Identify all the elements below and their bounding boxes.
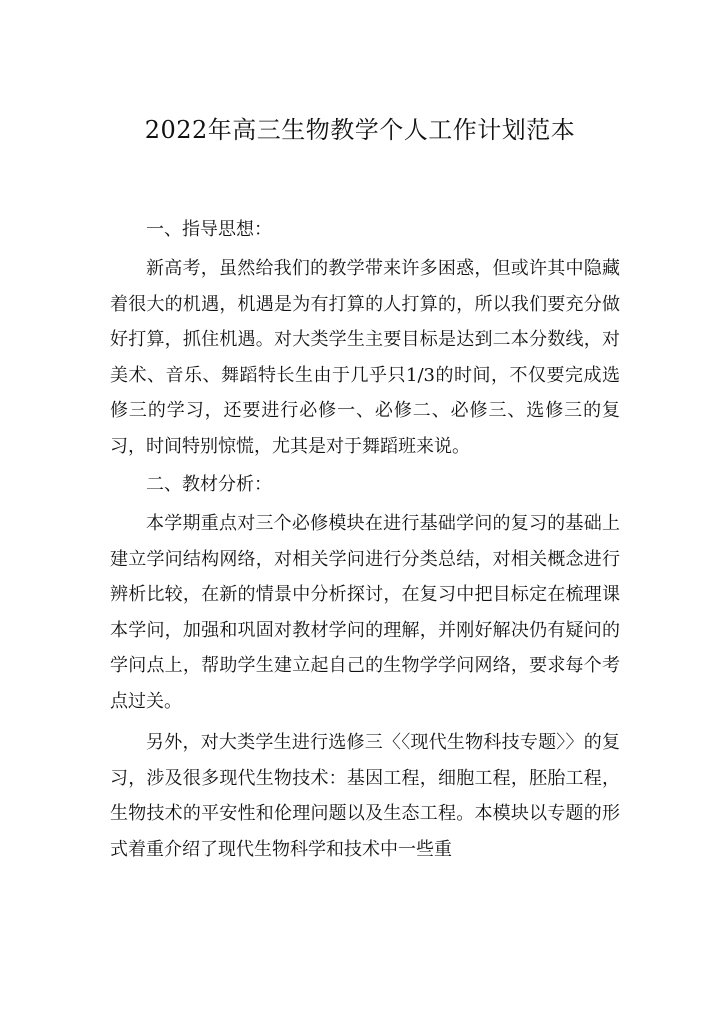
document-body — [110, 215, 620, 867]
paragraph: 本学期重点对三个必修模块在进行基础学问的复习的基础上建立学问结构网络，对相关学问进行分类总结，对相关概念进行辨析比较，在新的情景中分析探讨，在复习中把目标定在梳理课本学问，加强和巩固对教材学问的理解，并刚好解决仍有疑问的学问点上，帮助学生建立起自己的生物学学问网络，要求每个考点过关。 — [110, 513, 620, 712]
section-textbook-analysis — [110, 470, 620, 867]
paragraph: 另外，对大类学生进行选修三〈〈现代生物科技专题〉〉的复习，涉及很多现代生物技术：基因工程，细胞工程，胚胎工程，生物技术的平安性和伦理问题以及生态工程。本模块以专题的形式着重介绍了现代生物科学和技术中一些重 — [110, 732, 620, 860]
section-guiding-ideology — [110, 215, 620, 464]
section-heading: 二、教材分析： — [146, 474, 272, 495]
document-title: 2022年高三生物教学个人工作计划范本 — [144, 116, 576, 144]
section-heading: 一、指导思想： — [146, 219, 272, 240]
paragraph: 新高考，虽然给我们的教学带来许多困惑，但或许其中隐藏着很大的机遇，机遇是为有打算的人打算的，所以我们要充分做好打算，抓住机遇。对大类学生主要目标是达到二本分数线，对美术、音乐、舞蹈特长生由于几乎只1/3的时间，不仅要完成选修三的学习，还要进行必修一、必修二、必修三、选修三的复习，时间特别惊慌，尤其是对于舞蹈班来说。 — [110, 258, 620, 457]
